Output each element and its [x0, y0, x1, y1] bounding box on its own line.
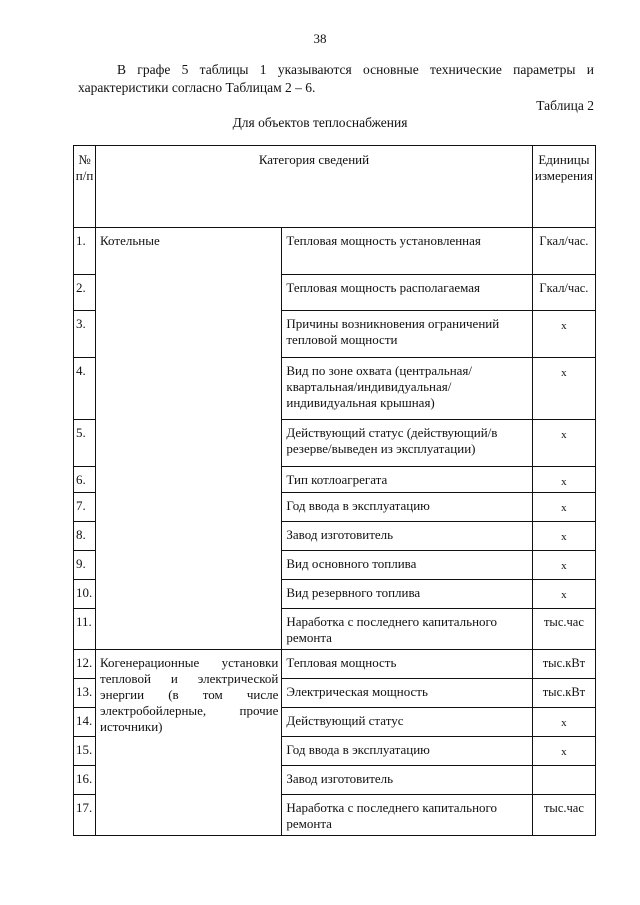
unit-cell: х: [532, 493, 595, 522]
parameter-cell: Год ввода в эксплуатацию: [282, 493, 532, 522]
unit-cell: тыс.кВт: [532, 679, 595, 708]
row-number: 16.: [74, 766, 96, 795]
row-number: 14.: [74, 708, 96, 737]
parameter-cell: Электрическая мощность: [282, 679, 532, 708]
page-number: 38: [313, 31, 327, 46]
parameter-cell: Тепловая мощность установленная: [282, 228, 532, 275]
row-number: 10.: [74, 580, 96, 609]
parameter-cell: Завод изготовитель: [282, 522, 532, 551]
unit-cell: тыс.кВт: [532, 650, 595, 679]
header-category: Категория сведений: [96, 146, 533, 228]
unit-cell: [532, 766, 595, 795]
unit-cell: Гкал/час.: [532, 275, 595, 311]
parameter-cell: Действующий статус: [282, 708, 532, 737]
row-number: 4.: [74, 358, 96, 420]
row-number: 2.: [74, 275, 96, 311]
unit-cell: х: [532, 551, 595, 580]
row-number: 3.: [74, 311, 96, 358]
parameter-cell: Вид основного топлива: [282, 551, 532, 580]
table-row: [74, 228, 596, 275]
parameter-cell: Год ввода в эксплуатацию: [282, 737, 532, 766]
row-number: 17.: [74, 795, 96, 836]
row-number: 12.: [74, 650, 96, 679]
parameter-cell: Тепловая мощность: [282, 650, 532, 679]
table-row: [74, 650, 596, 679]
parameter-cell: Вид резервного топлива: [282, 580, 532, 609]
unit-cell: х: [532, 580, 595, 609]
row-number: 15.: [74, 737, 96, 766]
row-number: 1.: [74, 228, 96, 275]
table-title: Для объектов теплоснабжения: [232, 115, 408, 130]
row-number: 13.: [74, 679, 96, 708]
parameter-cell: Вид по зоне охвата (центральная/квартальная/индивидуальная/индивидуальная крышная): [282, 358, 532, 420]
parameters-table: [73, 145, 596, 836]
category-cell: Когенерационные установки тепловой и электрической энергии (в том числе электробойлерные, прочие источники): [96, 650, 282, 836]
table-number: Таблица 2: [536, 98, 594, 113]
parameter-cell: Тепловая мощность располагаемая: [282, 275, 532, 311]
row-number: 5.: [74, 420, 96, 467]
unit-cell: тыс.час: [532, 609, 595, 650]
parameter-cell: Причины возникновения ограничений тепловой мощности: [282, 311, 532, 358]
unit-cell: х: [532, 311, 595, 358]
intro-paragraph: В графе 5 таблицы 1 указываются основные технические параметры и характеристики согласно Таблицам 2 – 6.: [78, 62, 594, 95]
unit-cell: х: [532, 737, 595, 766]
row-number: 9.: [74, 551, 96, 580]
table-header-row: [74, 146, 596, 228]
table-body: [74, 228, 596, 836]
category-cell: Котельные: [96, 228, 282, 650]
unit-cell: х: [532, 420, 595, 467]
header-num: № п/п: [74, 146, 96, 228]
unit-cell: х: [532, 467, 595, 493]
parameter-cell: Наработка с последнего капитального ремонта: [282, 609, 532, 650]
unit-cell: Гкал/час.: [532, 228, 595, 275]
row-number: 8.: [74, 522, 96, 551]
row-number: 11.: [74, 609, 96, 650]
header-unit: Единицы измерения: [532, 146, 595, 228]
unit-cell: х: [532, 708, 595, 737]
row-number: 6.: [74, 467, 96, 493]
unit-cell: х: [532, 522, 595, 551]
unit-cell: х: [532, 358, 595, 420]
parameter-cell: Тип котлоагрегата: [282, 467, 532, 493]
parameter-cell: Наработка с последнего капитального ремонта: [282, 795, 532, 836]
parameter-cell: Действующий статус (действующий/в резерве/выведен из эксплуатации): [282, 420, 532, 467]
row-number: 7.: [74, 493, 96, 522]
unit-cell: тыс.час: [532, 795, 595, 836]
parameter-cell: Завод изготовитель: [282, 766, 532, 795]
